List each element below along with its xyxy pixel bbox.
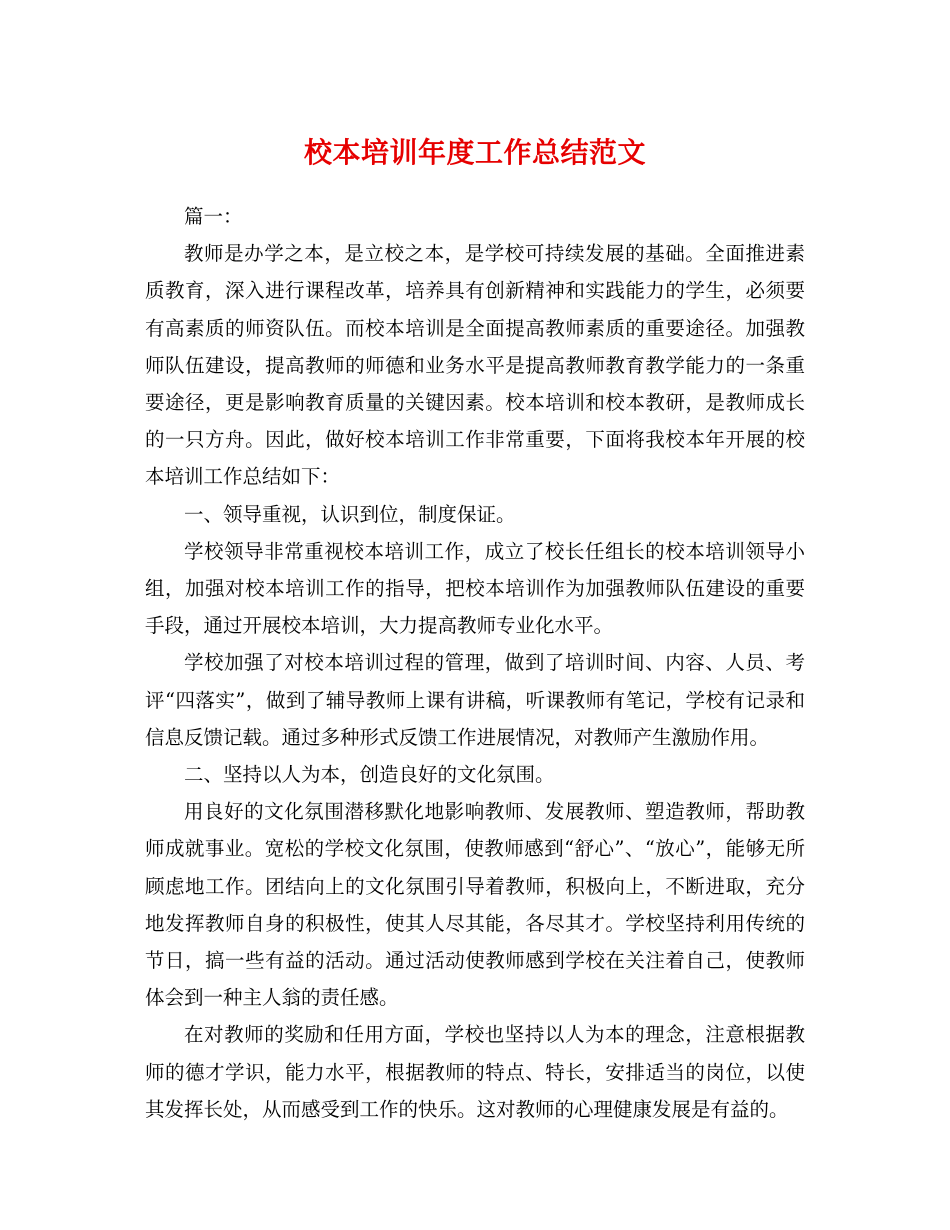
section-heading-2: 二、坚持以人为本，创造良好的文化氛围。 bbox=[184, 763, 555, 787]
body-paragraph: 学校领导非常重视校本培训工作，成立了校长任组长的校本培训领导小组，加强对校本培训工作的指导，把校本培训作为加强教师队伍建设的重要手段，通过开展校本培训，大力提高教师专业化水平。 bbox=[145, 539, 805, 638]
body-paragraph: 在对教师的奖励和任用方面，学校也坚持以人为本的理念，注意根据教师的德才学识，能力水平，根据教师的特点、特长，安排适当的岗位，以使其发挥长处，从而感受到工作的快乐。这对教师的心理健康发展是有益的。 bbox=[145, 1023, 805, 1121]
document-title: 校本培训年度工作总结范文 bbox=[303, 136, 646, 169]
document-body bbox=[145, 198, 805, 1128]
section-heading-1: 一、领导重视，认识到位，制度保证。 bbox=[184, 502, 516, 526]
intro-paragraph: 教师是办学之本，是立校之本，是学校可持续发展的基础。全面推进素质教育，深入进行课程改革，培养具有创新精神和实践能力的学生，必须要有高素质的师资队伍。而校本培训是全面提高教师素质的重要途径。加强教师队伍建设，提高教师的师德和业务水平是提高教师教育教学能力的一条重要途径，更是影响教育质量的关键因素。校本培训和校本教研，是教师成长的一只方舟。因此，做好校本培训工作非常重要，下面将我校本年开展的校本培训工作总结如下： bbox=[145, 242, 805, 489]
section-label: 篇一： bbox=[184, 205, 243, 228]
body-paragraph: 用良好的文化氛围潜移默化地影响教师、发展教师、塑造教师，帮助教师成就事业。宽松的学校文化氛围，使教师感到“舒心”、“放心”，能够无所顾虑地工作。团结向上的文化氛围引导着教师，积极向上，不断进取，充分地发挥教师自身的积极性，使其人尽其能，各尽其才。学校坚持利用传统的节日，搞一些有益的活动。通过活动使教师感到学校在关注着自己，使教师体会到一种主人翁的责任感。 bbox=[145, 800, 805, 1010]
body-paragraph: 学校加强了对校本培训过程的管理，做到了培训时间、内容、人员、考评“四落实”，做到了辅导教师上课有讲稿，听课教师有笔记，学校有记录和信息反馈记载。通过多种形式反馈工作进展情况，对教师产生激励作用。 bbox=[145, 651, 805, 749]
